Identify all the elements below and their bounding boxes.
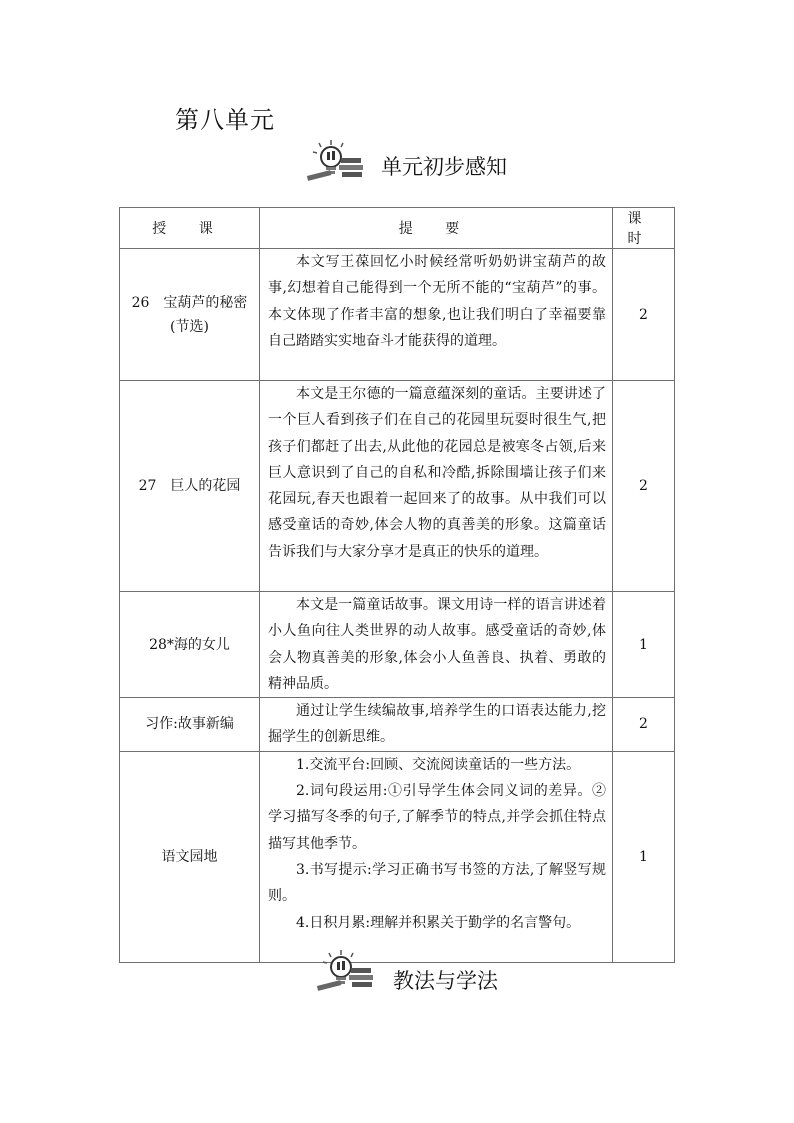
hours-cell: 2 xyxy=(613,698,675,752)
section-title: 教法与学法 xyxy=(393,969,498,993)
lesson-plan-table xyxy=(119,207,675,963)
summary-paragraph: 1.交流平台:回顾、交流阅读童话的一些方法。 xyxy=(296,756,581,773)
lightbulb-books-icon xyxy=(305,140,365,184)
table-row xyxy=(120,592,675,698)
summary-cell xyxy=(260,249,613,381)
lesson-cell: 26 宝葫芦的秘密(节选) xyxy=(120,249,260,381)
table-header-row xyxy=(120,208,675,249)
summary-paragraph: 3.书写提示:学习正确书写书签的方法,了解竖写规则。 xyxy=(268,861,606,905)
section-title: 单元初步感知 xyxy=(381,155,507,179)
table-row xyxy=(120,249,675,381)
summary-paragraph: 本文是一篇童话故事。课文用诗一样的语言讲述着小人鱼向往人类世界的动人故事。感受童话的奇妙,体会人物真善美的形象,体会小人鱼善良、执着、勇敢的精神品质。 xyxy=(268,597,606,692)
summary-paragraph: 4.日积月累:理解并积累关于勤学的名言警句。 xyxy=(296,914,581,931)
summary-paragraph: 本文写王葆回忆小时候经常听奶奶讲宝葫芦的故事,幻想着自己能得到一个无所不能的“宝葫芦”的事。本文体现了作者丰富的想象,也让我们明白了幸福要靠自己踏踏实实地奋斗才能获得的道理。 xyxy=(268,254,606,349)
lesson-cell: 习作:故事新编 xyxy=(120,698,260,752)
hours-cell: 1 xyxy=(613,751,675,962)
header-summary: 提 要 xyxy=(260,208,613,249)
header-lesson: 授 课 xyxy=(120,208,260,249)
summary-paragraph: 2.词句段运用:①引导学生体会同义词的差异。②学习描写冬季的句子,了解季节的特点,并学会抓住特点描写其他季节。 xyxy=(268,783,606,852)
table-row xyxy=(120,381,675,592)
table-row xyxy=(120,751,675,962)
summary-cell xyxy=(260,751,613,962)
summary-paragraph: 通过让学生续编故事,培养学生的口语表达能力,挖掘学生的创新思维。 xyxy=(268,703,606,746)
header-hours: 课 时 xyxy=(613,208,675,249)
lightbulb-books-icon xyxy=(315,950,375,994)
lesson-cell: 28*海的女儿 xyxy=(120,592,260,698)
unit-title: 第八单元 xyxy=(175,106,275,134)
table-row xyxy=(120,698,675,752)
lesson-cell: 27 巨人的花园 xyxy=(120,381,260,592)
hours-cell: 2 xyxy=(613,381,675,592)
section-heading-overview xyxy=(305,140,545,184)
hours-cell: 1 xyxy=(613,592,675,698)
lesson-cell: 语文园地 xyxy=(120,751,260,962)
summary-cell xyxy=(260,381,613,592)
summary-paragraph: 本文是王尔德的一篇意蕴深刻的童话。主要讲述了一个巨人看到孩子们在自己的花园里玩耍时很生气,把孩子们都赶了出去,从此他的花园总是被寒冬占领,后来巨人意识到了自己的自私和冷酷,拆除围墙让孩子们来花园玩,春天也跟着一起回来了的故事。从中我们可以感受童话的奇妙,体会人物的真善美的形象。这篇童话告诉我们与大家分享才是真正的快乐的道理。 xyxy=(268,386,606,560)
section-heading-methods xyxy=(315,950,555,994)
summary-cell xyxy=(260,592,613,698)
summary-cell xyxy=(260,698,613,752)
hours-cell: 2 xyxy=(613,249,675,381)
